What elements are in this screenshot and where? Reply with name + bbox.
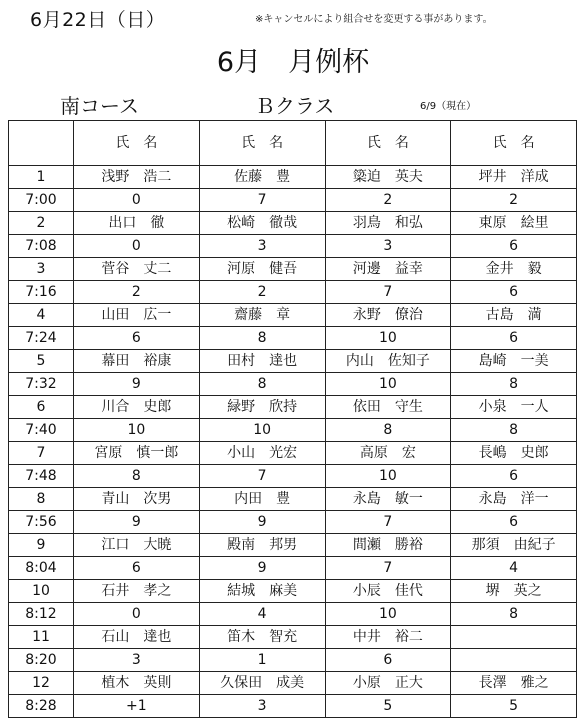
event-date: 6月22日（日） [30,9,166,31]
column-header: 氏 名 [74,121,200,166]
player-name: 結城 麻美 [199,580,325,603]
table-row-names [9,626,577,649]
player-name: 長澤 雅之 [451,672,577,695]
table-row-names [9,212,577,235]
table-row-handicaps [9,373,577,396]
player-name: 田村 達也 [199,350,325,373]
player-name: 緑野 欣持 [199,396,325,419]
tee-time: 7:00 [9,189,74,212]
player-handicap: 8 [199,327,325,350]
table-row-names [9,304,577,327]
player-name: 青山 次男 [74,488,200,511]
tee-time: 7:24 [9,327,74,350]
table-row-handicaps [9,189,577,212]
group-number: 11 [9,626,74,649]
group-number: 12 [9,672,74,695]
player-handicap: 5 [325,695,451,718]
tee-time: 8:20 [9,649,74,672]
player-name: 小山 光宏 [199,442,325,465]
table-row-handicaps [9,327,577,350]
player-name: 出口 徹 [74,212,200,235]
player-handicap: 7 [199,189,325,212]
column-header: 氏 名 [325,121,451,166]
player-name: 石山 達也 [74,626,200,649]
player-handicap: 2 [74,281,200,304]
player-handicap: 8 [199,373,325,396]
group-number: 7 [9,442,74,465]
player-name: 幕田 裕康 [74,350,200,373]
player-name: 古島 満 [451,304,577,327]
player-handicap: 2 [325,189,451,212]
tee-time: 8:04 [9,557,74,580]
player-handicap: 7 [199,465,325,488]
player-name: 永島 敏一 [325,488,451,511]
player-name: 中井 裕二 [325,626,451,649]
player-name: 宮原 慎一郎 [74,442,200,465]
column-header: 氏 名 [451,121,577,166]
player-name: 依田 守生 [325,396,451,419]
player-handicap: +1 [74,695,200,718]
page-title: 6月 月例杯 [216,47,370,78]
table-row-names [9,580,577,603]
table-row-handicaps [9,557,577,580]
player-handicap: 1 [199,649,325,672]
player-handicap: 6 [451,465,577,488]
player-handicap: 9 [199,557,325,580]
player-name: 山田 広一 [74,304,200,327]
player-name: 殿南 邦男 [199,534,325,557]
player-handicap: 7 [325,557,451,580]
column-header: 氏 名 [199,121,325,166]
player-name: 小泉 一人 [451,396,577,419]
player-handicap: 10 [325,465,451,488]
table-row-handicaps [9,603,577,626]
table-row-handicaps [9,649,577,672]
player-name: 植木 英則 [74,672,200,695]
player-handicap: 3 [74,649,200,672]
tee-time: 7:16 [9,281,74,304]
tee-time: 7:56 [9,511,74,534]
group-number: 6 [9,396,74,419]
player-handicap: 8 [451,373,577,396]
player-name [451,626,577,649]
player-name: 内田 豊 [199,488,325,511]
player-name: 長嶋 史郎 [451,442,577,465]
player-handicap: 6 [451,327,577,350]
table-row-names [9,672,577,695]
player-name: 島崎 一美 [451,350,577,373]
player-handicap: 6 [451,281,577,304]
player-handicap: 6 [74,327,200,350]
player-handicap: 6 [325,649,451,672]
as-of-date: 6/9（現在） [420,101,477,112]
player-name: 高原 宏 [325,442,451,465]
group-number: 10 [9,580,74,603]
player-name: 内山 佐知子 [325,350,451,373]
table-header-row [9,121,577,166]
player-name: 永野 僚治 [325,304,451,327]
pairing-table [8,120,577,718]
tee-time: 7:32 [9,373,74,396]
group-number: 2 [9,212,74,235]
player-handicap: 0 [74,189,200,212]
group-number: 9 [9,534,74,557]
corner-cell [9,121,74,166]
player-name: 河原 健吾 [199,258,325,281]
course-label: 南コース [60,94,139,118]
player-handicap: 10 [199,419,325,442]
player-handicap: 5 [451,695,577,718]
player-name: 河邊 益幸 [325,258,451,281]
player-name: 簗迫 英夫 [325,166,451,189]
group-number: 5 [9,350,74,373]
player-name: 永島 洋一 [451,488,577,511]
table-row-handicaps [9,695,577,718]
player-handicap: 9 [74,373,200,396]
player-handicap: 9 [74,511,200,534]
player-handicap: 7 [325,281,451,304]
player-name: 石井 孝之 [74,580,200,603]
table-row-handicaps [9,281,577,304]
player-name: 浅野 浩二 [74,166,200,189]
player-name: 久保田 成美 [199,672,325,695]
player-handicap: 10 [74,419,200,442]
table-row-names [9,488,577,511]
group-number: 3 [9,258,74,281]
table-row-handicaps [9,235,577,258]
player-handicap: 8 [451,419,577,442]
tee-time: 7:08 [9,235,74,258]
player-name: 坪井 洋成 [451,166,577,189]
player-name: 松崎 徹哉 [199,212,325,235]
player-handicap: 4 [199,603,325,626]
player-name: 間瀬 勝裕 [325,534,451,557]
player-handicap: 8 [325,419,451,442]
cancellation-note: ※キャンセルにより組合せを変更する事があります。 [255,14,493,25]
player-handicap: 2 [451,189,577,212]
group-number: 1 [9,166,74,189]
player-name: 江口 大暁 [74,534,200,557]
player-name: 那須 由紀子 [451,534,577,557]
player-handicap: 10 [325,327,451,350]
player-name: 齋藤 章 [199,304,325,327]
table-row-names [9,534,577,557]
player-handicap: 2 [199,281,325,304]
tee-time: 7:40 [9,419,74,442]
player-name: 佐藤 豊 [199,166,325,189]
player-name: 菅谷 丈二 [74,258,200,281]
table-row-names [9,258,577,281]
player-handicap: 9 [199,511,325,534]
player-handicap [451,649,577,672]
player-handicap: 8 [74,465,200,488]
player-handicap: 3 [325,235,451,258]
player-name: 小辰 佳代 [325,580,451,603]
group-number: 8 [9,488,74,511]
table-row-names [9,350,577,373]
player-handicap: 10 [325,603,451,626]
player-handicap: 7 [325,511,451,534]
player-name: 羽鳥 和弘 [325,212,451,235]
player-handicap: 8 [451,603,577,626]
tee-time: 8:28 [9,695,74,718]
player-handicap: 0 [74,235,200,258]
player-handicap: 6 [451,235,577,258]
player-handicap: 6 [74,557,200,580]
tee-time: 7:48 [9,465,74,488]
table-row-handicaps [9,419,577,442]
table-row-handicaps [9,465,577,488]
player-name: 金井 毅 [451,258,577,281]
player-name: 東原 絵里 [451,212,577,235]
player-name: 笛木 智充 [199,626,325,649]
table-row-names [9,396,577,419]
player-handicap: 0 [74,603,200,626]
class-label: Ｂクラス [255,94,335,118]
player-name: 小原 正大 [325,672,451,695]
table-row-handicaps [9,511,577,534]
player-handicap: 3 [199,235,325,258]
player-handicap: 3 [199,695,325,718]
tee-time: 8:12 [9,603,74,626]
player-handicap: 4 [451,557,577,580]
table-row-names [9,442,577,465]
player-name: 川合 史郎 [74,396,200,419]
table-row-names [9,166,577,189]
player-handicap: 10 [325,373,451,396]
player-name: 堺 英之 [451,580,577,603]
group-number: 4 [9,304,74,327]
player-handicap: 6 [451,511,577,534]
